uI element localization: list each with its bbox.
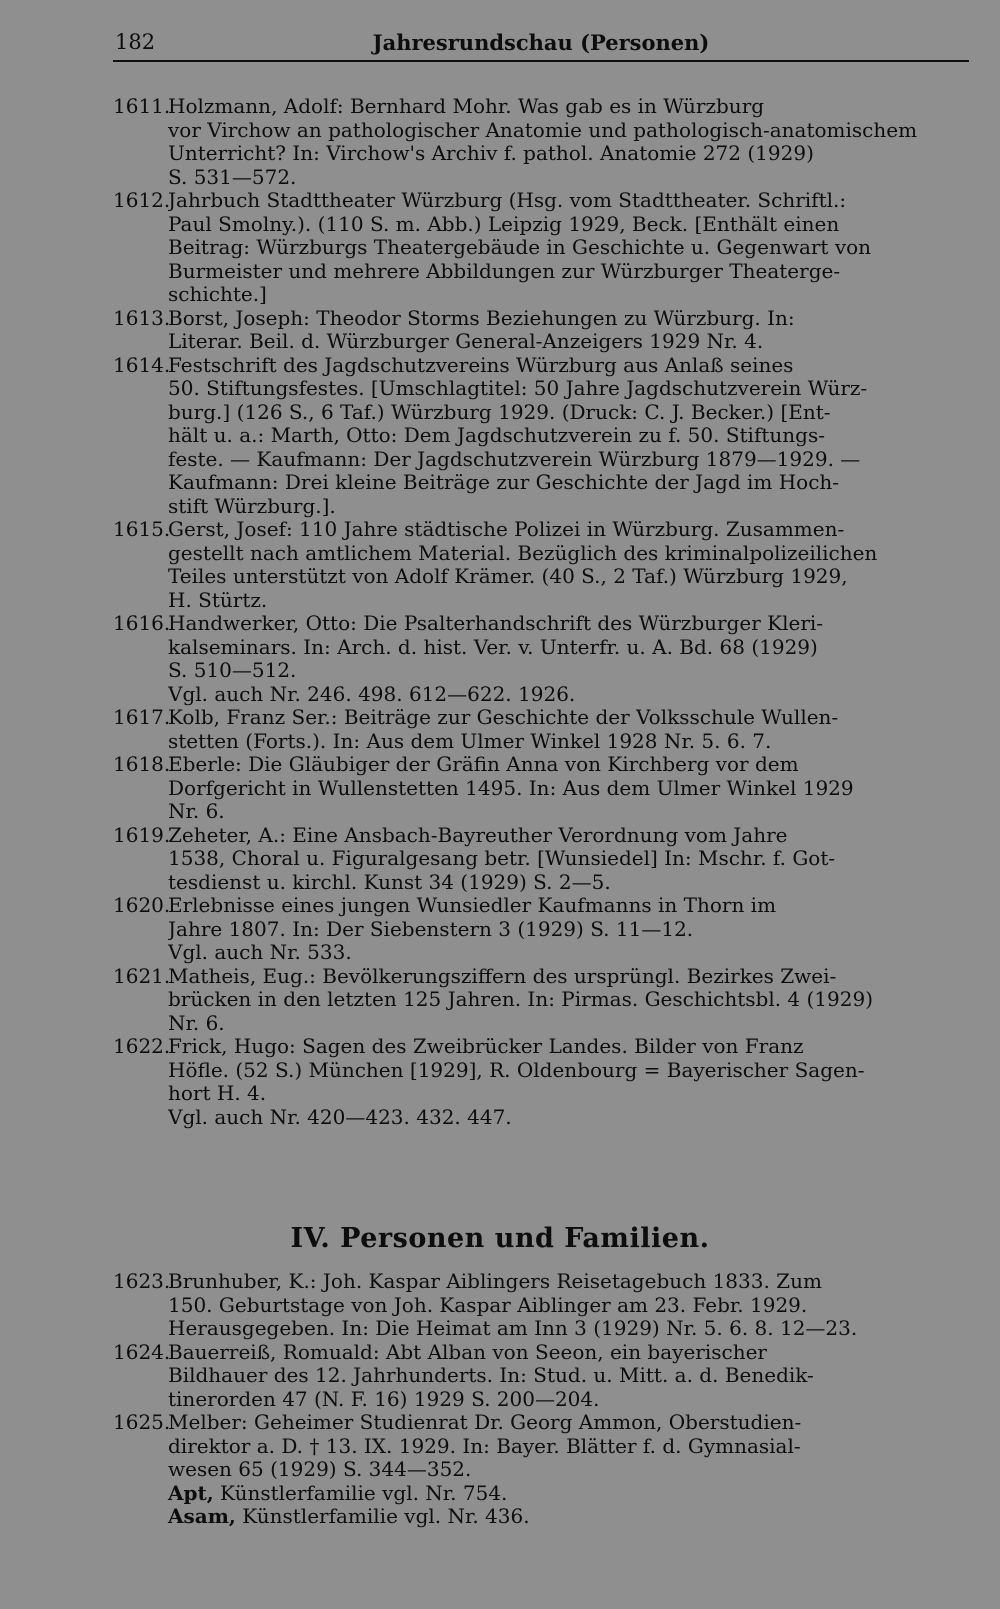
entry-line: vor Virchow an pathologischer Anatomie und pathologisch-anatomischem: [168, 118, 918, 142]
entry-line: kalseminars. In: Arch. d. hist. Ver. v. Unterfr. u. A. Bd. 68 (1929): [168, 635, 818, 659]
entry-text: [168, 894, 968, 965]
entry-line: Brunhuber, K.: Joh. Kaspar Aiblingers Reisetagebuch 1833. Zum: [168, 1270, 822, 1293]
entry-line: gestellt nach amtlichem Material. Bezüglich des kriminalpolizeilichen: [168, 541, 878, 565]
bibliography-entries-personen: [113, 1270, 969, 1529]
entry-line: H. Stürtz.: [168, 588, 268, 612]
bibliography-entry: [113, 354, 969, 519]
bibliography-entry: [113, 824, 969, 895]
entry-line: Festschrift des Jagdschutzvereins Würzburg aus Anlaß seines: [168, 353, 794, 377]
entry-number: 1618.: [113, 752, 171, 776]
entry-line: Teiles unterstützt von Adolf Krämer. (40 S., 2 Taf.) Würzburg 1929,: [168, 565, 848, 588]
entry-number: 1625.: [113, 1410, 171, 1434]
entry-line: direktor a. D. † 13. IX. 1929. In: Bayer. Blätter f. d. Gymnasial-: [168, 1434, 801, 1458]
entry-line: tesdienst u. kirchl. Kunst 34 (1929) S. 2—5.: [168, 870, 611, 894]
section-heading: IV. Personen und Familien.: [290, 1223, 710, 1254]
entry-number: 1621.: [113, 963, 171, 988]
entry-line: Gerst, Josef: 110 Jahre städtische Polizei in Würzburg. Zusammen-: [168, 518, 845, 541]
bibliography-entry: [113, 612, 969, 706]
entry-line: brücken in den letzten 125 Jahren. In: Pirmas. Geschichtsbl. 4 (1929): [168, 988, 874, 1011]
entry-text: [168, 189, 968, 307]
entry-line: Bildhauer des 12. Jahrhunderts. In: Stud. u. Mitt. a. d. Benedik-: [168, 1364, 814, 1387]
bibliography-entry: [113, 307, 969, 354]
entry-text: [168, 753, 968, 824]
entry-line: 50. Stiftungsfestes. [Umschlagtitel: 50 Jahre Jagdschutzverein Würz-: [168, 377, 868, 400]
entry-line: Borst, Joseph: Theodor Storms Beziehungen zu Würzburg. In:: [168, 306, 795, 330]
entry-text: [168, 307, 968, 354]
entry-line: Paul Smolny.). (110 S. m. Abb.) Leipzig 1929, Beck. [Enthält einen: [168, 212, 840, 236]
cross-reference-text: Künstlerfamilie vgl. Nr. 754.: [213, 1480, 508, 1505]
entry-number: 1620.: [113, 893, 171, 917]
entry-line: Jahre 1807. In: Der Siebenstern 3 (1929) S. 11—12.: [168, 917, 694, 941]
entry-number: 1619.: [113, 822, 171, 847]
bibliography-entry: [113, 965, 969, 1036]
entry-line: stetten (Forts.). In: Aus dem Ulmer Winkel 1928 Nr. 5. 6. 7.: [168, 729, 772, 753]
entry-number: 1614.: [113, 352, 171, 377]
entry-text: [168, 824, 968, 895]
entry-line: Burmeister und mehrere Abbildungen zur Würzburger Theaterge-: [168, 259, 841, 283]
entry-line: Zeheter, A.: Eine Ansbach-Bayreuther Verordnung vom Jahre: [168, 823, 788, 847]
entry-number: 1611.: [113, 94, 171, 118]
entry-line: Literar. Beil. d. Würzburger General-Anzeigers 1929 Nr. 4.: [168, 330, 764, 353]
entry-line: Beitrag: Würzburgs Theatergebäude in Geschichte u. Gegenwart von: [168, 236, 872, 259]
entry-line: hort H. 4.: [168, 1082, 267, 1105]
entry-line: wesen 65 (1929) S. 344—352.: [168, 1458, 472, 1481]
entry-number: 1623.: [113, 1269, 171, 1293]
bibliography-entry: [113, 1341, 969, 1412]
entry-number: 1613.: [113, 305, 171, 330]
entry-text: [168, 1270, 968, 1341]
cross-reference-text: Künstlerfamilie vgl. Nr. 436.: [235, 1504, 530, 1528]
entry-line: Nr. 6.: [168, 1011, 225, 1035]
bibliography-entry: [113, 1035, 969, 1129]
entry-line: Höfle. (52 S.) München [1929], R. Oldenbourg = Bayerischer Sagen-: [168, 1058, 865, 1082]
entry-line: Nr. 6.: [168, 800, 225, 823]
bibliography-entry: [113, 95, 969, 189]
entry-number: 1617.: [113, 705, 171, 729]
entry-text: [168, 1411, 968, 1482]
entry-line: Frick, Hugo: Sagen des Zweibrücker Landes. Bilder von Franz: [168, 1035, 804, 1058]
bibliography-entry: [113, 1270, 969, 1341]
entry-text: [168, 95, 968, 189]
entry-line: Bauerreiß, Romuald: Abt Alban von Seeon, ein bayerischer: [168, 1340, 767, 1364]
entry-number: 1622.: [113, 1034, 171, 1058]
page-header: [113, 26, 969, 62]
bibliography-entry: [113, 518, 969, 612]
entry-text: [168, 518, 968, 612]
entry-text: [168, 1341, 968, 1412]
entry-line: Eberle: Die Gläubiger der Gräfin Anna von Kirchberg vor dem: [168, 753, 799, 776]
entry-line: Erlebnisse eines jungen Wunsiedler Kaufmanns in Thorn im: [168, 894, 777, 917]
bibliography-entry: [113, 894, 969, 965]
entry-text: [168, 706, 968, 753]
entry-line: S. 531—572.: [168, 165, 297, 189]
bibliography-entry: [113, 189, 969, 307]
entry-line: Vgl. auch Nr. 246. 498. 612—622. 1926.: [168, 682, 576, 706]
running-title: Jahresrundschau (Personen): [372, 30, 710, 55]
cross-reference-name: Asam,: [168, 1504, 236, 1528]
entry-line: 150. Geburtstage von Joh. Kaspar Aiblinger am 23. Febr. 1929.: [168, 1293, 808, 1317]
entry-text: [168, 612, 968, 706]
entry-text: [168, 1035, 968, 1129]
entry-line: Unterricht? In: Virchow's Archiv f. pathol. Anatomie 272 (1929): [168, 142, 814, 165]
entry-text: [168, 965, 968, 1036]
cross-reference-name: Apt,: [168, 1480, 214, 1505]
entry-line: Herausgegeben. In: Die Heimat am Inn 3 (1929) Nr. 5. 6. 8. 12—23.: [168, 1317, 858, 1340]
entry-number: 1612.: [113, 188, 171, 212]
cross-reference: [168, 1482, 969, 1506]
entry-line: Dorfgericht in Wullenstetten 1495. In: Aus dem Ulmer Winkel 1929: [168, 776, 854, 800]
entry-line: stift Würzburg.].: [168, 494, 336, 518]
entry-number: 1616.: [113, 611, 171, 635]
entry-line: burg.] (126 S., 6 Taf.) Würzburg 1929. (Druck: C. J. Becker.) [Ent-: [168, 400, 831, 424]
page-number: 182: [115, 30, 156, 54]
entry-line: 1538, Choral u. Figuralgesang betr. [Wunsiedel] In: Mschr. f. Got-: [168, 847, 836, 870]
entry-line: feste. — Kaufmann: Der Jagdschutzverein Würzburg 1879—1929. —: [168, 447, 861, 471]
entry-line: Matheis, Eug.: Bevölkerungsziffern des ursprüngl. Bezirkes Zwei-: [168, 964, 837, 988]
bibliography-entry: [113, 753, 969, 824]
entry-line: schichte.]: [168, 283, 267, 306]
entry-line: hält u. a.: Marth, Otto: Dem Jagdschutzverein zu f. 50. Stiftungs-: [168, 424, 825, 447]
cross-reference: [168, 1505, 969, 1529]
entry-line: Handwerker, Otto: Die Psalterhandschrift des Würzburger Kleri-: [168, 612, 824, 635]
entry-number: 1624.: [113, 1339, 171, 1364]
entry-line: Holzmann, Adolf: Bernhard Mohr. Was gab es in Würzburg: [168, 95, 765, 118]
entry-line: tinerorden 47 (N. F. 16) 1929 S. 200—204.: [168, 1387, 600, 1411]
entry-line: Vgl. auch Nr. 533.: [168, 941, 352, 964]
bibliography-entry: [113, 1411, 969, 1482]
entry-line: Kolb, Franz Ser.: Beiträge zur Geschichte der Volksschule Wullen-: [168, 706, 839, 729]
entry-line: Vgl. auch Nr. 420—423. 432. 447.: [168, 1105, 512, 1129]
entry-line: S. 510—512.: [168, 659, 297, 682]
entry-text: [168, 354, 968, 519]
bibliography-entry: [113, 706, 969, 753]
entry-number: 1615.: [113, 517, 171, 541]
bibliography-entries: [113, 95, 969, 1129]
cross-references: [113, 1482, 969, 1529]
entry-line: Melber: Geheimer Studienrat Dr. Georg Ammon, Oberstudien-: [168, 1411, 802, 1434]
entry-line: Kaufmann: Drei kleine Beiträge zur Geschichte der Jagd im Hoch-: [168, 471, 840, 494]
entry-line: Jahrbuch Stadttheater Würzburg (Hsg. vom Stadttheater. Schriftl.:: [168, 189, 847, 212]
